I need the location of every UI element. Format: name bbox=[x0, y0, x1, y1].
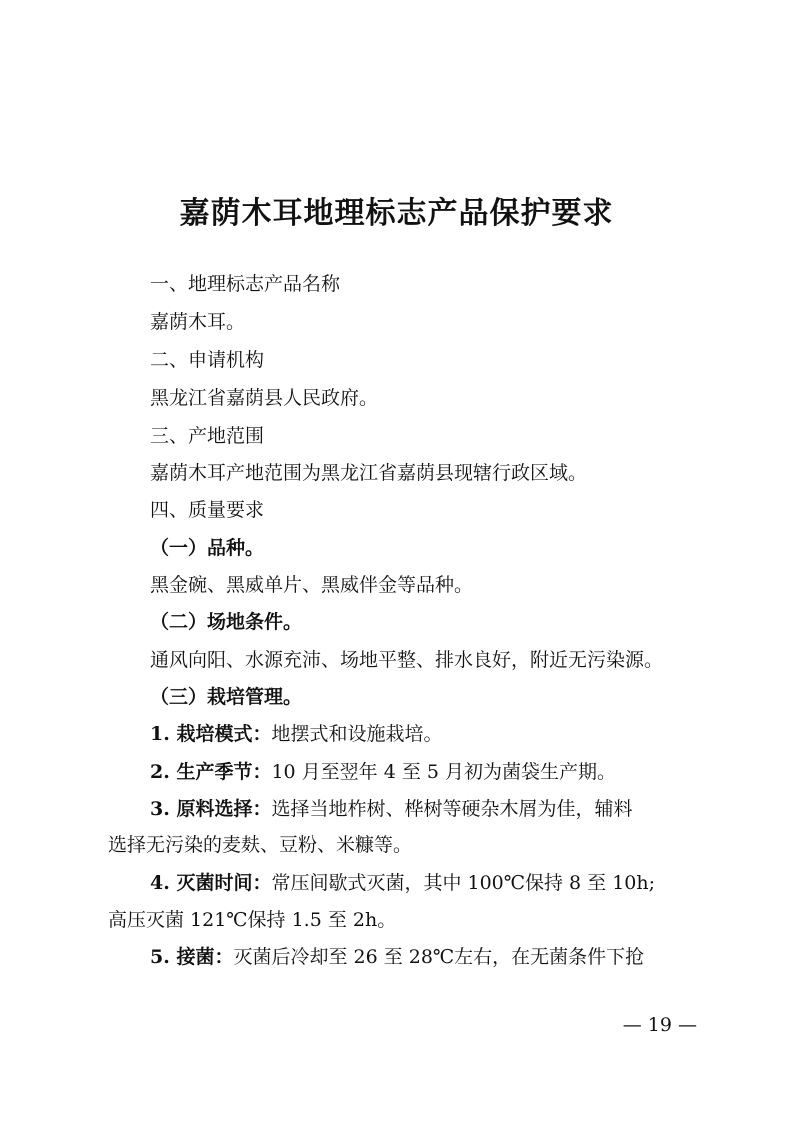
subsection-heading-variety: （一）品种。 bbox=[150, 537, 265, 559]
applicant-text: 黑龙江省嘉荫县人民政府。 bbox=[150, 387, 379, 409]
subsection-heading-site: （二）场地条件。 bbox=[150, 611, 303, 633]
item-continuation: 选择无污染的麦麸、豆粉、米糠等。 bbox=[108, 834, 413, 856]
cultivation-item bbox=[150, 760, 616, 784]
cultivation-item bbox=[150, 871, 655, 895]
cultivation-item bbox=[150, 945, 644, 969]
site-text: 通风向阳、水源充沛、场地平整、排水良好，附近无污染源。 bbox=[150, 649, 664, 671]
item-lead: 1. 栽培模式： bbox=[150, 723, 272, 745]
item-text: 10 月至翌年 4 至 5 月初为菌袋生产期。 bbox=[271, 761, 617, 783]
item-text: 常压间歇式灭菌，其中 100℃保持 8 至 10h; bbox=[271, 872, 656, 894]
section-heading-quality: 四、质量要求 bbox=[150, 499, 265, 521]
page-number: — 19 — bbox=[622, 1014, 697, 1036]
item-lead: 2. 生产季节： bbox=[150, 761, 272, 783]
section-heading-applicant: 二、申请机构 bbox=[150, 349, 265, 371]
cultivation-item bbox=[150, 722, 442, 746]
item-text: 灭菌后冷却至 26 至 28℃左右，在无菌条件下抢 bbox=[233, 946, 645, 968]
cultivation-item bbox=[150, 797, 632, 821]
item-text: 地摆式和设施栽培。 bbox=[271, 723, 443, 745]
subsection-heading-cultivation: （三）栽培管理。 bbox=[150, 686, 303, 708]
section-heading-product-name: 一、地理标志产品名称 bbox=[150, 273, 341, 295]
item-lead: 4. 灭菌时间： bbox=[150, 872, 272, 894]
item-lead: 5. 接菌： bbox=[150, 946, 234, 968]
section-heading-origin-area: 三、产地范围 bbox=[150, 425, 265, 447]
origin-area-text: 嘉荫木耳产地范围为黑龙江省嘉荫县现辖行政区域。 bbox=[150, 462, 588, 484]
document-title: 嘉荫木耳地理标志产品保护要求 bbox=[179, 196, 614, 231]
item-text: 选择当地柞树、桦树等硬杂木屑为佳，辅料 bbox=[271, 798, 633, 820]
product-name-text: 嘉荫木耳。 bbox=[150, 311, 246, 333]
item-continuation: 高压灭菌 121℃保持 1.5 至 2h。 bbox=[108, 909, 397, 931]
variety-text: 黑金碗、黑威单片、黑威伴金等品种。 bbox=[150, 574, 474, 596]
item-lead: 3. 原料选择： bbox=[150, 798, 272, 820]
